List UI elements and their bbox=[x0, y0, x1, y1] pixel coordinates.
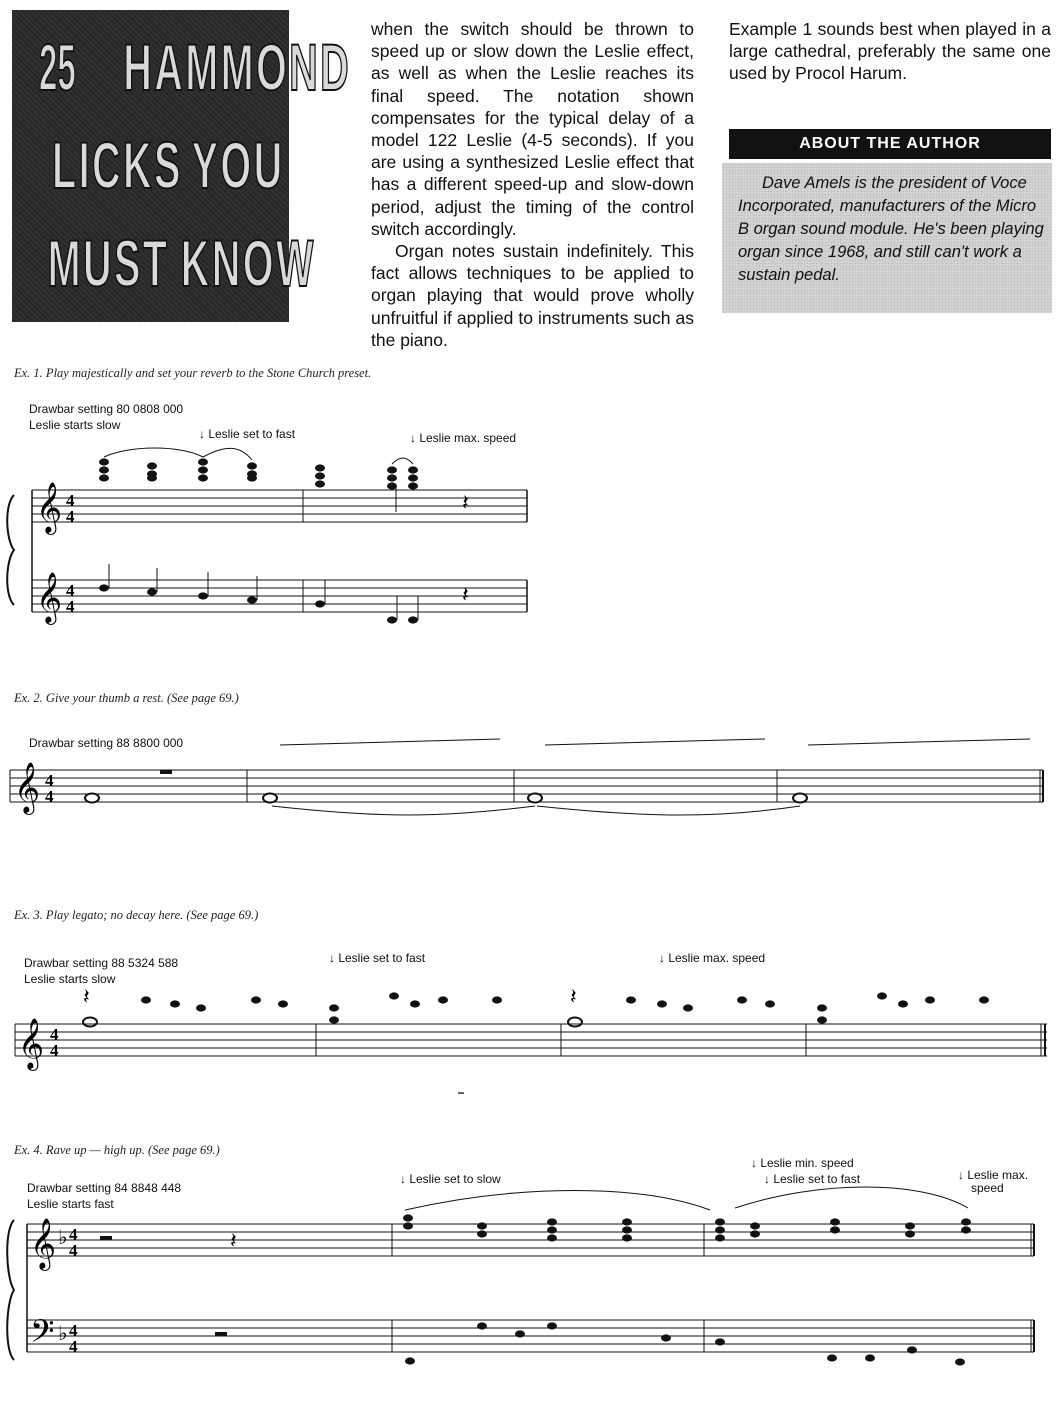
right-paragraph-1: Example 1 sounds best when played in a large cathedral, preferably the same one used by Procol Harum. bbox=[729, 19, 1051, 84]
title-line-1 bbox=[12, 24, 352, 110]
svg-text:𝄽: 𝄽 bbox=[462, 583, 469, 608]
example-3-score bbox=[0, 980, 1063, 1100]
stray-mark bbox=[458, 1092, 464, 1094]
svg-text:𝄽: 𝄽 bbox=[570, 985, 577, 1010]
example-1-leslie-start: Leslie starts slow bbox=[29, 418, 121, 432]
author-bio: Dave Amels is the president of Voce Incorporated, manufacturers of the Micro B organ sound module. He's been playing organ since 1968, and still can't work a sustain pedal. bbox=[738, 174, 1044, 284]
example-4-leslie-start: Leslie starts fast bbox=[27, 1197, 114, 1211]
svg-text:4: 4 bbox=[69, 1225, 78, 1244]
example-4-mark-min: ↓ Leslie min. speed bbox=[751, 1156, 854, 1170]
example-1-mark-fast: ↓ Leslie set to fast bbox=[199, 427, 296, 441]
title-line-3 bbox=[12, 220, 316, 306]
treble-clef-icon: 𝄞 bbox=[30, 1218, 57, 1269]
title-word: 25 bbox=[39, 30, 76, 104]
svg-text:4: 4 bbox=[45, 771, 54, 790]
example-3-mark-fast: ↓ Leslie set to fast bbox=[329, 951, 426, 965]
example-2-caption: Ex. 2. Give your thumb a rest. (See page 69.) bbox=[14, 691, 239, 705]
title-line-2 bbox=[12, 122, 289, 208]
example-1-treble-staff bbox=[32, 490, 527, 522]
svg-text:4: 4 bbox=[45, 787, 54, 806]
svg-text:♭: ♭ bbox=[58, 1321, 68, 1345]
example-3-caption: Ex. 3. Play legato; no decay here. (See page 69.) bbox=[14, 908, 259, 922]
example-4-mark-max: ↓ Leslie max. bbox=[958, 1168, 1029, 1182]
example-4-score bbox=[0, 1190, 1063, 1420]
svg-text:4: 4 bbox=[66, 581, 75, 600]
svg-text:4: 4 bbox=[69, 1321, 78, 1340]
svg-text:𝄽: 𝄽 bbox=[462, 491, 469, 516]
svg-text:♭: ♭ bbox=[58, 1225, 68, 1249]
treble-clef-icon: 𝄞 bbox=[18, 1018, 45, 1069]
title-word: YOU bbox=[191, 128, 285, 202]
middle-column bbox=[371, 18, 694, 351]
example-3-mark-max: ↓ Leslie max. speed bbox=[659, 951, 766, 965]
svg-text:4: 4 bbox=[66, 507, 75, 526]
example-4-drawbar: Drawbar setting 84 8848 448 bbox=[27, 1181, 182, 1195]
treble-clef-icon: 𝄞 bbox=[36, 482, 63, 533]
right-column-intro bbox=[729, 18, 1051, 85]
example-3-staff bbox=[15, 1024, 1047, 1056]
example-4-mark-max-speed: speed bbox=[971, 1181, 1004, 1195]
svg-text:4: 4 bbox=[69, 1241, 78, 1260]
treble-clef-icon: 𝄞 bbox=[14, 762, 41, 813]
example-3-drawbar: Drawbar setting 88 5324 588 bbox=[24, 956, 179, 970]
title-word: HAMMOND bbox=[123, 30, 352, 104]
svg-text:4: 4 bbox=[50, 1025, 59, 1044]
title-word: MUST bbox=[47, 226, 170, 300]
svg-text:4: 4 bbox=[50, 1041, 59, 1060]
bass-clef-icon: 𝄢 bbox=[30, 1313, 55, 1357]
title-word: LICKS bbox=[52, 128, 183, 202]
title-graphic bbox=[12, 10, 352, 322]
svg-text:4: 4 bbox=[69, 1337, 78, 1356]
svg-text:𝄽: 𝄽 bbox=[83, 985, 90, 1010]
example-4-mark-fast: ↓ Leslie set to fast bbox=[764, 1172, 861, 1186]
svg-text:4: 4 bbox=[66, 491, 75, 510]
example-1-score bbox=[0, 440, 1063, 640]
middle-paragraph-1: when the switch should be thrown to speed up or slow down the Leslie effect, as well as when the Leslie reaches its final speed. The notation shown compensates for the typical delay of a model 122 Leslie (4-5 seconds). If you are using a synthesized Leslie effect that has a different speed-up and slow-down period, adjust the timing of the control switch accordingly. bbox=[371, 19, 694, 239]
example-4-mark-slow: ↓ Leslie set to slow bbox=[400, 1172, 501, 1186]
treble-clef-icon: 𝄞 bbox=[36, 572, 63, 623]
about-author-heading: ABOUT THE AUTHOR bbox=[729, 129, 1051, 159]
example-1-drawbar: Drawbar setting 80 0808 000 bbox=[29, 402, 184, 416]
example-4-caption: Ex. 4. Rave up — high up. (See page 69.) bbox=[14, 1143, 220, 1157]
example-3-leslie-start: Leslie starts slow bbox=[24, 972, 116, 986]
example-2-score bbox=[0, 720, 1063, 840]
example-4-treble-staff bbox=[27, 1224, 1034, 1256]
title-word: KNOW bbox=[180, 226, 316, 300]
example-4-bass-staff bbox=[27, 1320, 1034, 1352]
svg-text:𝄽: 𝄽 bbox=[230, 1229, 237, 1254]
example-2-drawbar: Drawbar setting 88 8800 000 bbox=[29, 736, 184, 750]
example-1-mark-max: ↓ Leslie max. speed bbox=[410, 431, 517, 445]
svg-text:4: 4 bbox=[66, 597, 75, 616]
example-1-caption: Ex. 1. Play majestically and set your reverb to the Stone Church preset. bbox=[14, 366, 372, 380]
example-2-staff bbox=[10, 770, 1043, 802]
middle-paragraph-2: Organ notes sustain indefinitely. This fact allows techniques to be applied to organ playing that would prove wholly unfruitful if applied to instruments such as the piano. bbox=[371, 241, 694, 350]
